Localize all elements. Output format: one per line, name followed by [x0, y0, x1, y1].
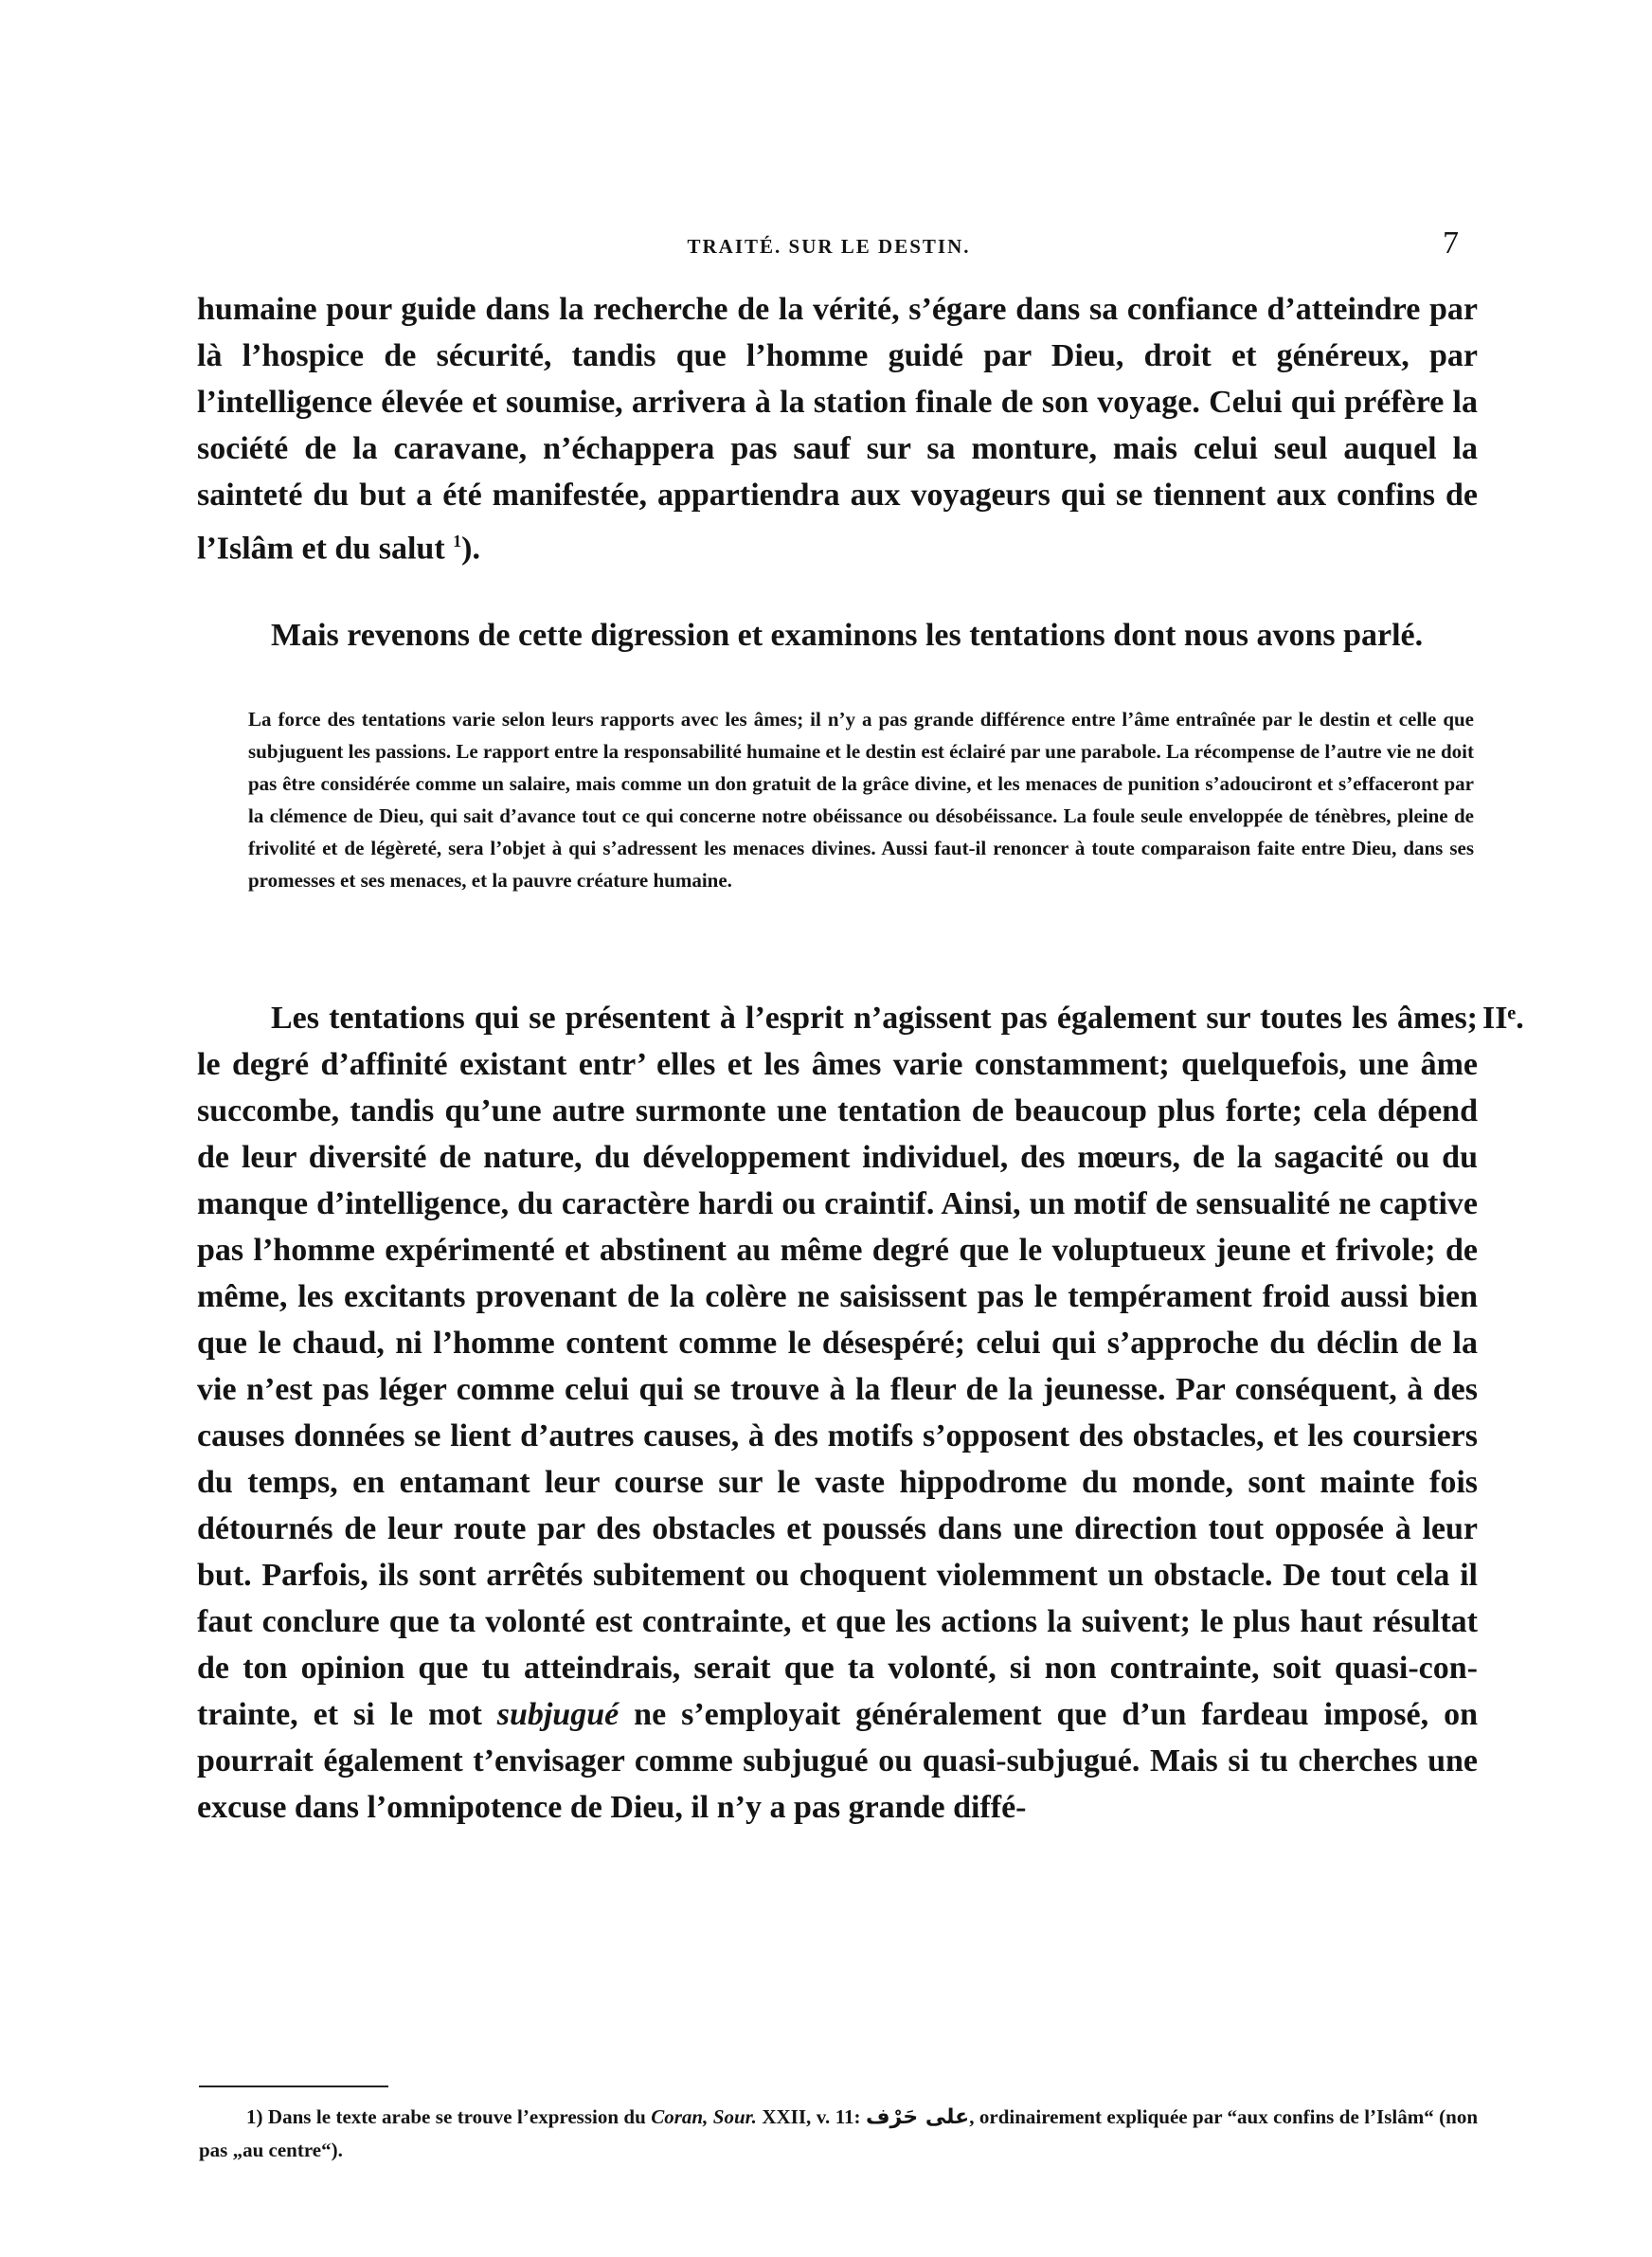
body-paragraph-3 [197, 995, 1478, 1831]
footnote-arabic-phrase: على حَرْف [865, 2105, 970, 2129]
footnote [199, 2101, 1478, 2166]
body-paragraph-2: Mais revenons de cette digression et examinons les tentations dont nous avons parlé. [271, 618, 1424, 653]
body-paragraph-1-tail: ). [461, 531, 480, 567]
page-header [199, 226, 1459, 273]
footnote-italic-source: Coran, Sour. [651, 2105, 757, 2128]
page-number: 7 [1443, 226, 1459, 261]
running-title: TRAITÉ. SUR LE DESTIN. [687, 235, 971, 258]
footnote-text-a: 1) Dans le texte arabe se trouve l’expression du [246, 2105, 652, 2128]
body-paragraph-1-text: humaine pour guide dans la recherche de la vérité, s’égare dans sa confiance d’atteindre par là l’hospice de sécurité, tandis que l’homme guidé par Dieu, droit et généreux, par l’intelligence élevée et soumise, arrivera à la station finale de son voyage. Celui qui préfère la société de la caravane, n’échappera pas sauf sur sa monture, mais celui seul auquel la sainteté du but a été manifestée, appartiendra aux voyageurs qui se tiennent aux confins de l’Islâm et du salut [197, 292, 1478, 567]
chapter-summary: La force des tentations varie selon leurs rapports avec les âmes; il n’y a pas grande différence entre l’âme entraînée par le destin et celle que subjuguent les passions. Le rapport entre la responsabilité humaine et le destin est éclairé par une parabole. La récompense de l’autre vie ne doit pas être considérée comme un salaire, mais comme un don gratuit de la grâce divine, et les menaces de punition s’adouciront et s’effaceront par la clémence de Dieu, qui sait d’avance tout ce qui concerne notre obéissance ou désobéissance. La foule seule enveloppée de ténèbres, pleine de frivolité et de légèreté, sera l’objet à qui s’adressent les menaces divines. Aussi faut-il renoncer à toute comparaison faite entre Dieu, dans ses promesses et ses menaces, et la pauvre créature humaine. [248, 708, 1475, 892]
footnote-reference: 1 [453, 532, 462, 551]
body-paragraph-3-text-b: ne s’employait généralement que d’un fardeau imposé, on pourrait également t’envisager comme subjugué ou quasi-subjugué. Mais si tu cherches une excuse dans l’omnipotence de Dieu, il n’y a pas grande diffé- [197, 1697, 1478, 1825]
footnote-separator [199, 2085, 388, 2087]
footnote-text-c: , ordinairement expliquée par “aux confins de l’Islâm“ (non pas „au centre“). [199, 2105, 1478, 2161]
section-marker: IIᵉ. [1482, 1001, 1524, 1036]
body-paragraph-3-text-a: Les tentations qui se présentent à l’esprit n’agissent pas également sur toutes les âmes; le degré d’affinité existant entr’ elles et les âmes varie constamment; quelquefois, une âme succombe, tandis qu’une autre surmonte une tentation de beaucoup plus forte; cela dépend de leur diversité de nature, du développement individuel, des mœurs, de la sagacité ou du manque d’intelligence, du caractère hardi ou craintif. Ainsi, un motif de sensualité ne captive pas l’homme expérimenté et abstinent au même degré que le voluptueux jeune et frivole; de même, les excitants provenant de la colère ne saisissent pas le tempérament froid aussi bien que le chaud, ni l’homme content comme le désespéré; celui qui s’approche du déclin de la vie n’est pas léger comme celui qui se trouve à la fleur de la jeunesse. Par conséquent, à des causes données se lient d’autres causes, à des motifs s’opposent des obstacles, et les coursiers du temps, en entamant leur course sur le vaste hippodrome du monde, sont mainte fois détournés de leur route par des obstacles et poussés dans une direction tout opposée à leur but. Parfois, ils sont arrêtés subitement ou choquent violemment un obstacle. De tout cela il faut conclure que ta volonté est contrainte, et que les actions la suivent; le plus haut résultat de ton opinion que tu atteindrais, serait que ta volonté, si non contrainte, soit quasi-contrainte, et si le mot [197, 1001, 1478, 1732]
italic-term: subjugué [496, 1697, 620, 1732]
body-paragraph-1 [197, 286, 1478, 571]
footnote-text-b: XXII, v. 11: [756, 2105, 866, 2128]
